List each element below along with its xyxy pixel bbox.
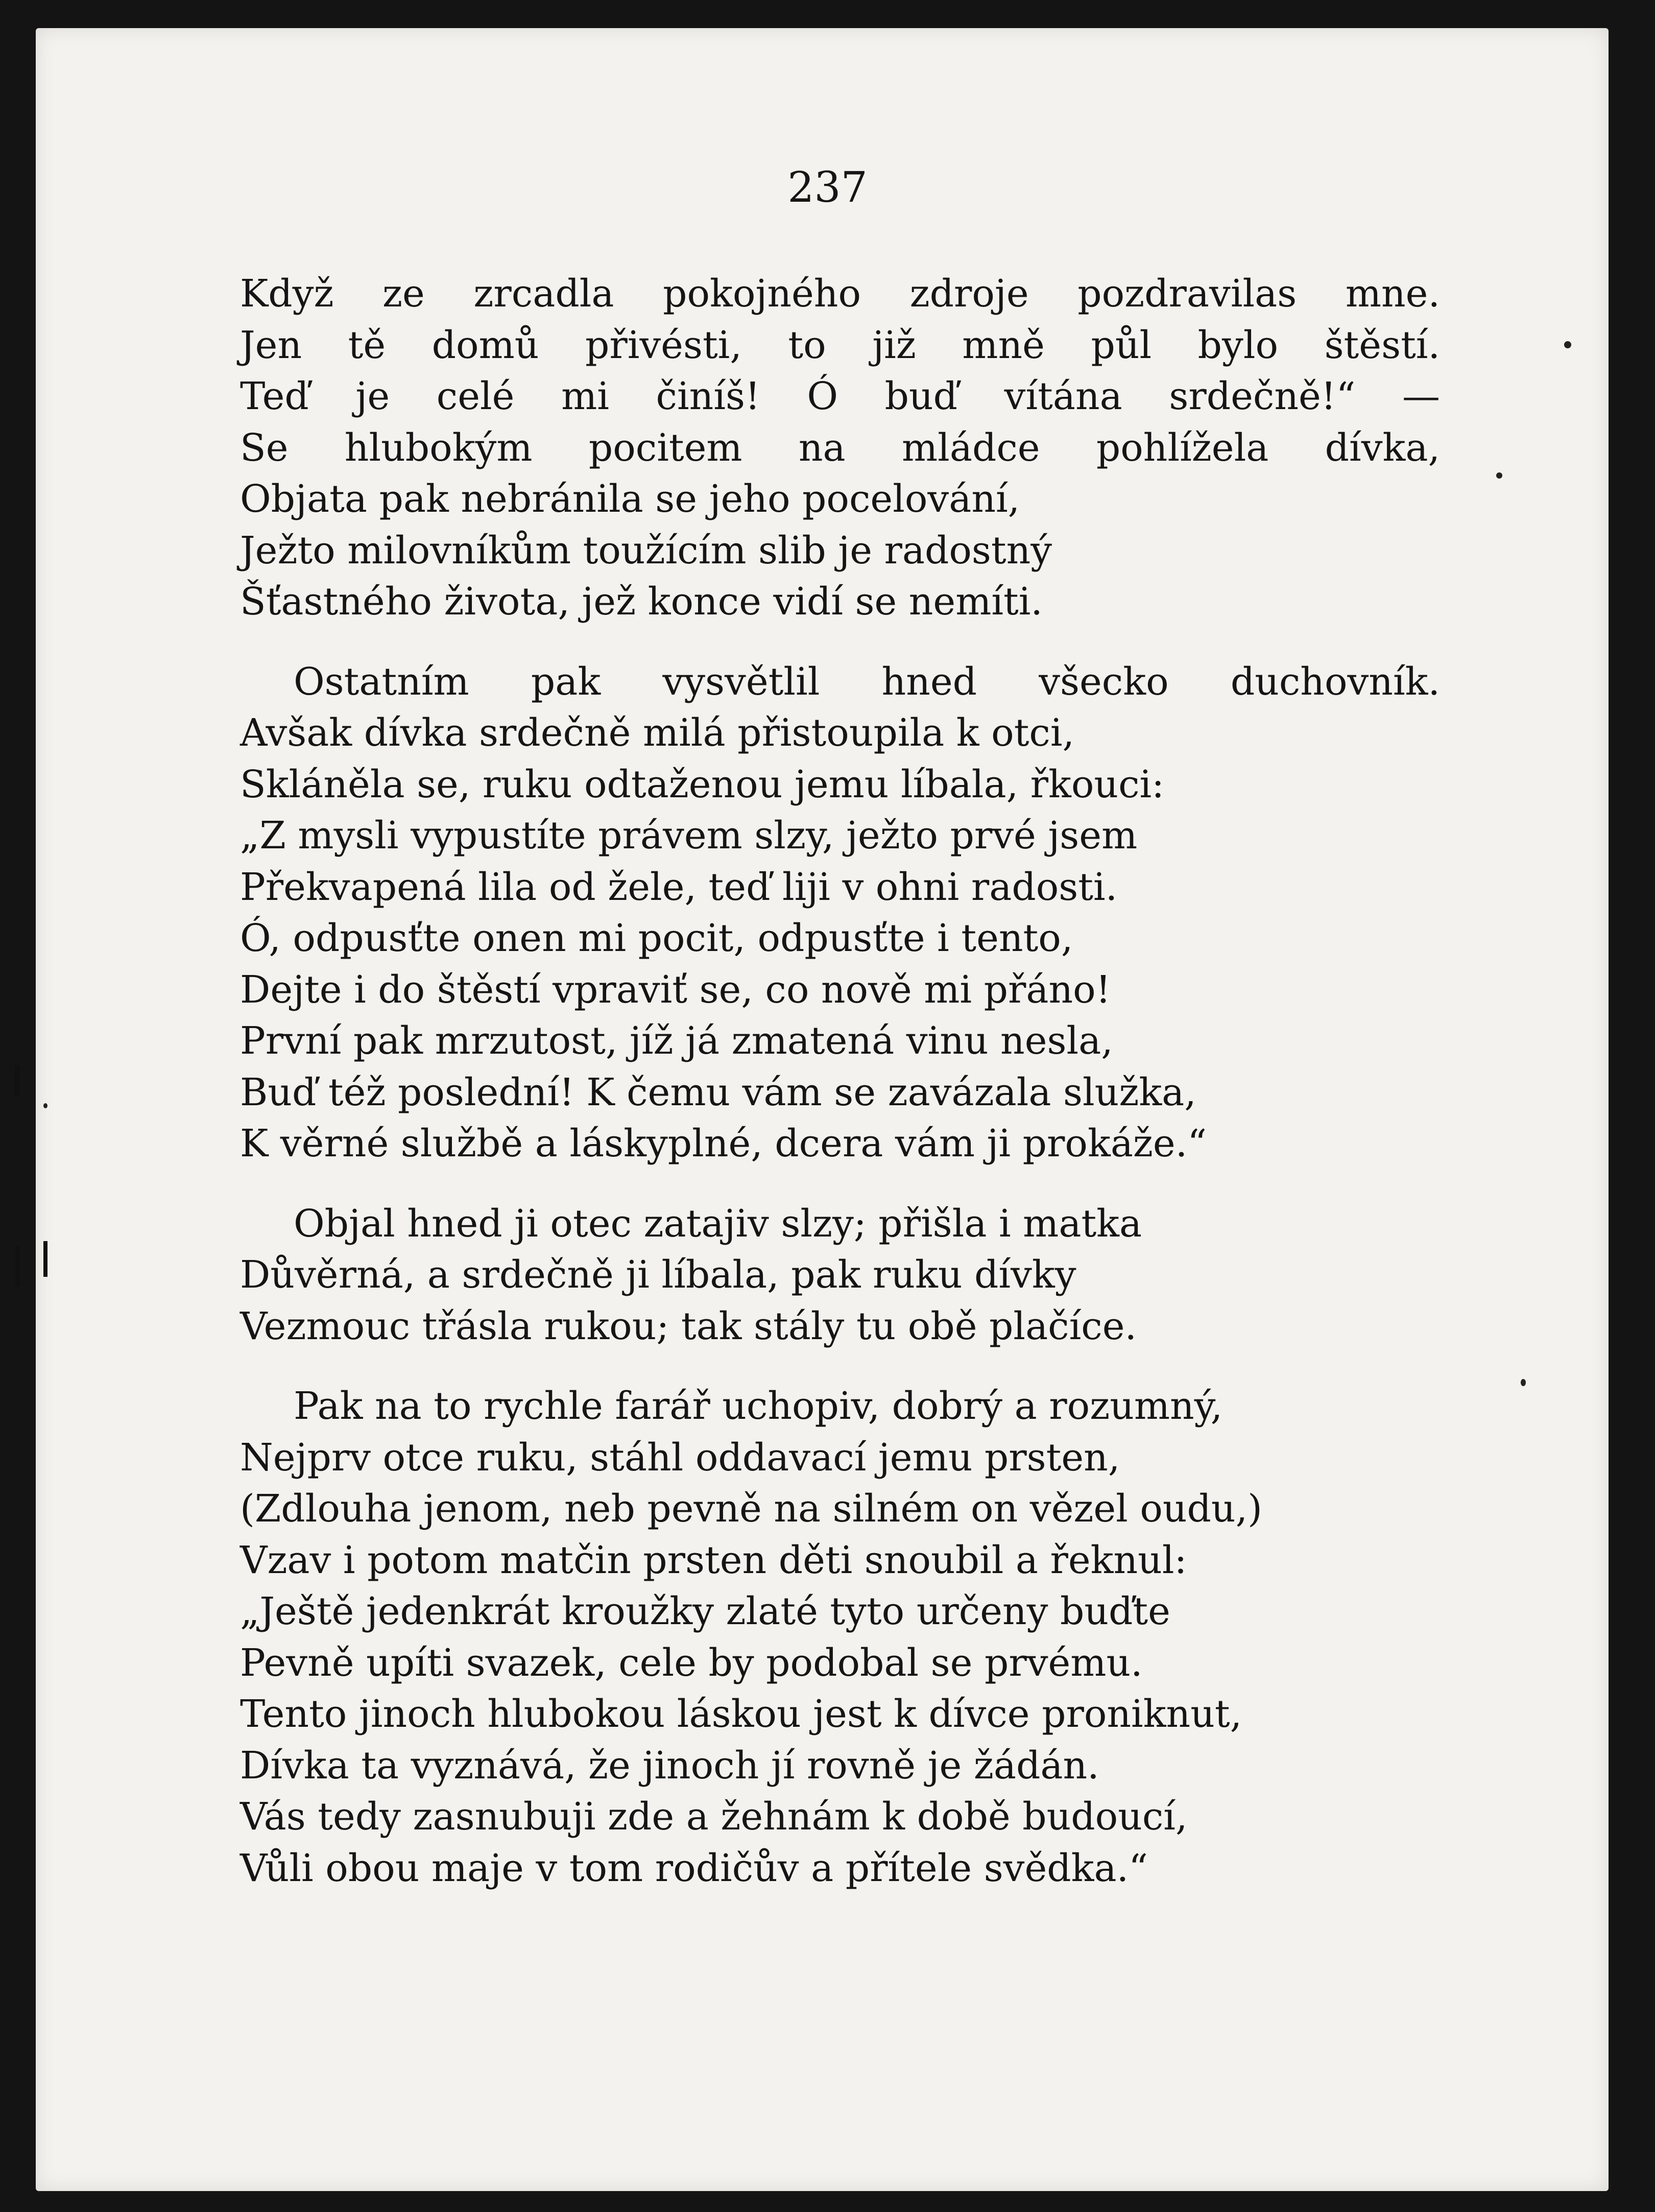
text-line: Vezmouc třásla rukou; tak stály tu obě plačíce. bbox=[240, 1304, 1137, 1348]
text-line: „Z mysli vypustíte právem slzy, ježto prvé jsem bbox=[240, 814, 1138, 858]
text-line: Objal hned ji otec zatajiv slzy; přišla i matka bbox=[294, 1201, 1142, 1246]
text-line: První pak mrzutost, jíž já zmatená vinu nesla, bbox=[240, 1019, 1113, 1063]
text-line: Dívka ta vyznává, že jinoch jí rovně je žádán. bbox=[240, 1743, 1099, 1788]
text-line: Ó, odpusťte onen mi pocit, odpusťte i tento, bbox=[240, 916, 1073, 960]
binding-edge-mark bbox=[14, 1065, 20, 1096]
text-line: Vůli obou maje v tom rodičův a přítele svědka.“ bbox=[240, 1846, 1148, 1890]
text-line: Vzav i potom matčin prsten děti snoubil a řeknul: bbox=[240, 1538, 1187, 1582]
poem-text bbox=[240, 268, 1440, 1922]
text-line: Se hlubokým pocitem na mládce pohlížela dívka, bbox=[240, 425, 1440, 470]
text-line: Teď je celé mi činíš! Ó buď vítána srdečně!“ — bbox=[240, 374, 1440, 418]
text-line: Skláněla se, ruku odtaženou jemu líbala, řkouci: bbox=[240, 762, 1165, 806]
text-line: Pevně upíti svazek, cele by podobal se prvému. bbox=[240, 1640, 1143, 1685]
stanza-3 bbox=[240, 1198, 1440, 1352]
stanza-4 bbox=[240, 1381, 1440, 1894]
binding-edge-mark bbox=[15, 1246, 20, 1287]
binding-edge-mark bbox=[43, 1241, 47, 1277]
dust-speck bbox=[1496, 472, 1502, 479]
dust-speck bbox=[1521, 1379, 1526, 1386]
text-line: Avšak dívka srdečně milá přistoupila k otci, bbox=[240, 711, 1075, 755]
text-line: Když ze zrcadla pokojného zdroje pozdravilas mne. bbox=[240, 272, 1440, 316]
text-line: Překvapená lila od žele, teď liji v ohni radosti. bbox=[240, 865, 1118, 909]
text-line: Jen tě domů přivésti, to již mně půl bylo štěstí. bbox=[240, 323, 1440, 367]
text-line: Šťastného života, jež konce vidí se nemíti. bbox=[240, 580, 1043, 624]
text-line: Tento jinoch hlubokou láskou jest k dívce proniknut, bbox=[240, 1692, 1242, 1736]
text-line: Ostatním pak vysvětlil hned všecko duchovník. bbox=[294, 659, 1440, 704]
text-line: „Ještě jedenkrát kroužky zlaté tyto určeny buďte bbox=[240, 1589, 1170, 1633]
text-line: Objata pak nebránila se jeho pocelování, bbox=[240, 477, 1020, 521]
text-line: Dejte i do štěstí vpraviť se, co nově mi přáno! bbox=[240, 967, 1111, 1012]
text-line: Pak na to rychle farář uchopiv, dobrý a rozumný, bbox=[294, 1384, 1223, 1428]
page-number: 237 bbox=[787, 163, 868, 212]
dust-speck bbox=[1564, 341, 1571, 348]
dust-speck bbox=[43, 1103, 47, 1108]
text-line: Nejprv otce ruku, stáhl oddavací jemu prsten, bbox=[240, 1435, 1120, 1480]
text-line: Důvěrná, a srdečně ji líbala, pak ruku dívky bbox=[240, 1253, 1076, 1297]
text-line: Vás tedy zasnubuji zde a žehnám k době budoucí, bbox=[240, 1795, 1188, 1839]
stanza-2 bbox=[240, 656, 1440, 1170]
text-line: Buď též poslední! K čemu vám se zavázala služka, bbox=[240, 1070, 1196, 1114]
text-line: K věrné službě a láskyplné, dcera vám ji prokáže.“ bbox=[240, 1122, 1207, 1166]
stanza-1 bbox=[240, 268, 1440, 628]
text-line: Ježto milovníkům toužícím slib je radostný bbox=[240, 528, 1052, 573]
text-line: (Zdlouha jenom, neb pevně na silném on vězel oudu,) bbox=[240, 1487, 1262, 1531]
